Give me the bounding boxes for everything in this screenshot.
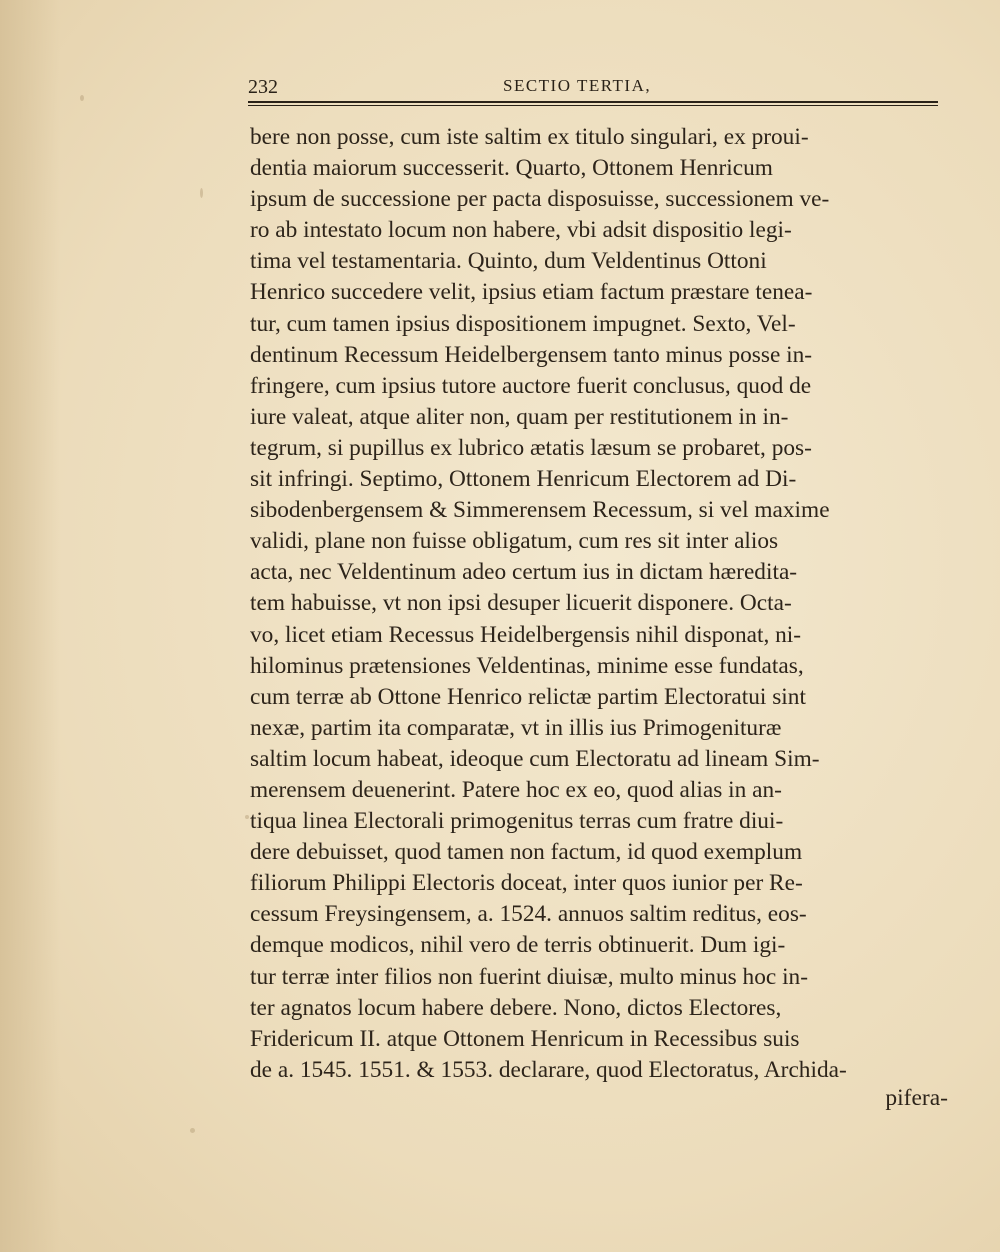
text-line: sibodenbergensem & Simmerensem Recessum, si vel maxime	[250, 497, 830, 524]
text-line: filiorum Philippi Electoris doceat, inter quos iunior per Re-	[250, 870, 803, 897]
text-line: dentinum Recessum Heidelbergensem tanto minus posse in-	[250, 341, 813, 368]
text-line: fringere, cum ipsius tutore auctore fuerit conclusus, quod de	[250, 372, 812, 399]
text-line: iure valeat, atque aliter non, quam per restitutionem in in-	[250, 403, 789, 430]
text-line: cum terræ ab Ottone Henrico relictæ partim Electoratui sint	[250, 683, 806, 710]
page-gutter-shadow	[0, 0, 60, 1252]
running-head: SECTIO TERTIA,	[503, 76, 652, 95]
text-line: tima vel testamentaria. Quinto, dum Veldentinus Ottoni	[250, 248, 767, 275]
text-line: bere non posse, cum iste saltim ex titulo singulari, ex proui-	[250, 124, 809, 150]
body-text	[250, 122, 950, 1086]
paper-speck	[245, 815, 249, 819]
text-line: cessum Freysingensem, a. 1524. annuos saltim reditus, eos-	[250, 901, 807, 928]
text-line: ter agnatos locum habere debere. Nono, dictos Electores,	[250, 994, 782, 1021]
text-line: tegrum, si pupillus ex lubrico ætatis læsum se probaret, pos-	[250, 434, 812, 461]
page-number: 232	[248, 76, 278, 98]
text-line: Fridericum II. atque Ottonem Henricum in Recessibus suis	[250, 1025, 800, 1052]
paper-speck	[200, 188, 203, 198]
text-line: acta, nec Veldentinum adeo certum ius in dictam hæredita-	[250, 559, 798, 586]
text-line: merensem deuenerint. Patere hoc ex eo, quod alias in an-	[250, 776, 782, 803]
text-line: dere debuisset, quod tamen non factum, id quod exemplum	[250, 839, 803, 866]
text-line: hilominus prætensiones Veldentinas, minime esse fundatas,	[250, 652, 804, 679]
text-line: vo, licet etiam Recessus Heidelbergensis nihil disponat, ni-	[250, 621, 802, 648]
text-line: ro ab intestato locum non habere, vbi adsit dispositio legi-	[250, 217, 792, 244]
text-line: Henrico succedere velit, ipsius etiam factum præstare tenea-	[250, 279, 813, 306]
text-line: tur, cum tamen ipsius dispositionem impugnet. Sexto, Vel-	[250, 310, 796, 337]
page-header	[248, 70, 938, 102]
text-line: validi, plane non fuisse obligatum, cum res sit inter alios	[250, 528, 779, 555]
text-line: nexæ, partim ita comparatæ, vt in illis ius Primogenituræ	[250, 714, 782, 741]
text-line: ipsum de successione per pacta disposuisse, successionem ve-	[250, 186, 830, 213]
text-line: de a. 1545. 1551. & 1553. declarare, quod Electoratus, Archida-	[250, 1056, 847, 1083]
text-line: tiqua linea Electorali primogenitus terras cum fratre diui-	[250, 808, 784, 835]
text-line: dentia maiorum successerit. Quarto, Ottonem Henricum	[250, 155, 773, 182]
catchword-line	[250, 1085, 948, 1112]
text-line: demque modicos, nihil vero de terris obtinuerit. Dum igi-	[250, 932, 786, 959]
text-line: sit infringi. Septimo, Ottonem Henricum Electorem ad Di-	[250, 466, 797, 493]
paper-speck	[80, 95, 84, 101]
catchword: pifera-	[885, 1085, 948, 1111]
text-line: tem habuisse, vt non ipsi desuper licuerit disponere. Octa-	[250, 590, 792, 617]
paper-speck	[190, 1128, 195, 1133]
text-line: saltim locum habeat, ideoque cum Electoratu ad lineam Sim-	[250, 745, 820, 772]
text-line: tur terræ inter filios non fuerint diuisæ, multo minus hoc in-	[250, 963, 808, 990]
header-rule	[248, 101, 938, 106]
